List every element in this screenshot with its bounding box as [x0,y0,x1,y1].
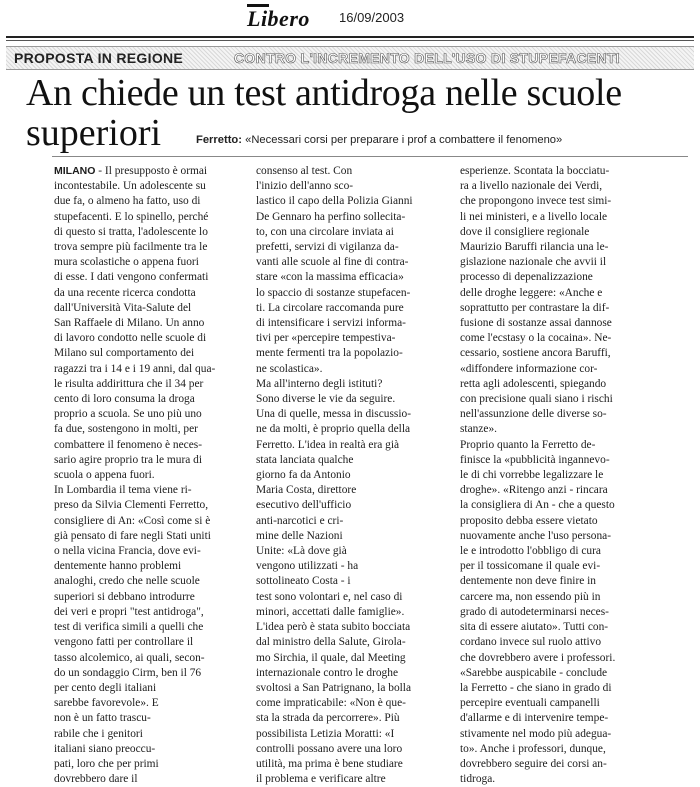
article-text-line: sita di essere aiutato». Tutti con- [460,621,609,634]
article-text-line: tidroga. [460,773,496,786]
article-text-line: italiani siano preoccu- [54,742,156,755]
article-text-line: «Sarebbe auspicabile - conclude [460,666,608,679]
publication-date: 16/09/2003 [339,10,405,25]
article-text-line: scuola o appena fuori. [54,469,155,482]
article-text-line: Unite: «Là dove già [256,545,347,558]
article-text-line: carcere ma, non essendo più in [460,590,601,603]
article-text-line: pati, loro che per primi [54,757,159,770]
article-text-line: come impraticabile: «Non è que- [256,697,406,710]
article-text-line: vengono fatti per controllare il [54,636,194,649]
headline-rule [52,156,688,157]
article-text-line: stare «con la massima efficacia» [256,271,404,284]
article-text-line: grado di autodeterminarsi neces- [460,605,609,618]
article-text-line: giorno fa da Antonio [256,469,351,482]
article-text-line: per cento degli italiani [54,681,157,694]
article-text-line: dentemente hanno problemi [54,560,182,573]
article-column-3 [460,164,674,787]
article-text-line: L'idea però è stata subito bocciata [256,621,411,634]
kicker-label: PROPOSTA IN REGIONE [14,50,184,66]
article-text-line: sario agire proprio tra le mura di [54,453,203,466]
article-text-line: In Lombardia il tema viene ri- [54,484,192,497]
article-text-line: San Raffaele di Milano. Un anno [54,317,205,330]
article-text-line: minori, accettati dalle famiglie». [256,605,405,618]
article-text-line: ragazzi tra i 14 e i 19 anni, dal qua- [54,362,216,375]
article-text-line: combattere il fenomeno è neces- [54,438,203,451]
article-text-line: analoghi, credo che nelle scuole [54,575,200,588]
article-text-line: cordano invece sul ruolo attivo [460,636,602,649]
article-text-line: gislazione nazionale che avvii il [460,256,607,269]
article-text-line: test di verifica simili a quelli che [54,621,204,634]
article-text-line: Milano sul comportamento dei [54,347,195,360]
article-text-line: esperienze. Scontata la bocciatu- [460,165,610,177]
article-text-line: Sono diverse le vie da seguire. [256,393,396,406]
kicker-topic: CONTRO L'INCREMENTO DELL'USO DI STUPEFACENTI [234,50,620,66]
article-text-line: di lavoro condotto nelle scuole di [54,332,207,345]
article-text-line: l'inizio dell'anno sco- [256,180,354,193]
article-text-line: dovrebbero dare il [54,773,138,786]
article-text-line: fa due, sostengono in molti, per [54,423,198,436]
article-text-line: stanze». [460,423,498,436]
article-text-line: le e introdotto l'obbligo di cura [460,545,601,558]
article-text-line: ti. La circolare raccomanda pure [256,301,404,314]
article-text-line: il problema e verificare altre [256,773,386,786]
article-text-line: ne da molti, è proprio quella della [256,423,411,436]
article-text-line: superiori si debbano introdurre [54,590,195,603]
article-text-line: Proprio quanto la Ferretto de- [460,438,596,451]
article-text-line: finisce la «pubblicità ingannevo- [460,453,610,466]
article-text-line: di questo si tratta, l'adolescente lo [54,225,208,238]
article-text-line: le di chi vorrebbe legalizzare le [460,469,604,482]
article-text-line: come l'ecstasy o la cocaina». Ne- [460,332,612,345]
article-text-line: dovrebbero seguire dei corsi an- [460,757,607,770]
article-text-line: De Gennaro ha perfino sollecita- [256,210,406,223]
article-text-line: la consigliera di An - che a questo [460,499,615,512]
subhead-quote: «Necessari corsi per preparare i prof a combattere il fenomeno» [245,134,563,146]
article-text-line: Ferretto. L'idea in realtà era già [256,438,400,451]
article-text-line: mente fermenti tra la popolazio- [256,347,403,360]
article-text-line: anti-narcotici e cri- [256,514,344,527]
article-text-line: o nella vicina Francia, dove evi- [54,545,201,558]
article-text-line: cessario, sostiene ancora Baruffi, [460,347,611,360]
masthead [0,0,700,34]
article-text-line: nell'assunzione delle diverse so- [460,408,607,421]
article-text-line: stivamente nel modo più adegua- [460,727,612,740]
article-text-line: proprio a scuola. Se uno più uno [54,408,202,421]
article-text-line: mine delle Nazioni [256,529,343,542]
article-text-line: Maurizio Baruffi rilancia una le- [460,241,609,254]
article-text-line: processo di depenalizzazione [460,271,593,284]
article-text-line: sarebbe favorevole». E [54,697,159,710]
article-text-line: proposito debba essere vietato [460,514,598,527]
article-text-line: che dovrebbero avere i professori. [460,651,616,664]
article-text-line: sottolineato Costa - i [256,575,351,588]
article-text-line: possibilista Letizia Moratti: «I [256,727,395,740]
article-text-line: Ma all'interno degli istituti? [256,377,383,390]
article-text-line: stata lanciata qualche [256,453,354,466]
article-text-line: internazionale contro le droghe [256,666,399,679]
article-text-line: stupefacenti. E lo spinello, perché [54,210,209,223]
article-text-line: preso da Silvia Clementi Ferretto, [54,499,209,512]
article-text-line: soprattutto per contrastare la dif- [460,301,610,314]
article-text-line: da una recente ricerca condotta [54,286,196,299]
article-text-line: mo Sirchia, il quale, dal Meeting [256,651,406,664]
article-text-line: tasso alcolemico, ai quali, secon- [54,651,205,664]
article-text-line: incontestabile. Un adolescente su [54,180,206,193]
article-text-line: di intensificare i servizi informa- [256,317,406,330]
article-text-line: sta la strada da percorrere». Più [256,712,400,725]
article-text-line: fusione di sostanze assai dannose [460,317,612,330]
article-text-line: li nei ministeri, e a livello locale [460,210,608,223]
article-text-line: Maria Costa, direttore [256,484,357,497]
article-text-line: trova sempre più facilmente tra le [54,241,208,254]
article-text-line: esecutivo dell'ufficio [256,499,352,512]
article-text-line: dall'Università Vita-Salute del [54,301,192,314]
article-text-line: to, con una circolare inviata ai [256,225,394,238]
dateline-city: MILANO [54,165,96,177]
article-text-line: dal ministro della Salute, Girola- [256,636,406,649]
article-column-1 [54,164,246,787]
article-text-line: di esse. I dati vengono confermati [54,271,209,284]
article-text-line: controlli possano avere una loro [256,742,403,755]
article-text-line: ne scolastica». [256,362,323,375]
article-text-line: test sono volontari e, nel caso di [256,590,403,603]
article-text-line: d'allarme e di intervenire tempe- [460,712,609,725]
article-text-line: dove il consigliere regionale [460,225,590,238]
article-text-line: to». Anche i professori, dunque, [460,742,606,755]
article-text-line: lo spaccio di sostanze stupefacen- [256,286,411,299]
article-text-line: vengono utilizzati - ha [256,560,359,573]
article-text-line: mura scolastiche o appena fuori [54,256,199,269]
article-text-line: tivi per «percepire tempestiva- [256,332,396,345]
article-text-line: ra a livello nazionale dei Verdi, [460,180,603,193]
subheadline [196,134,562,146]
article-column-2 [256,164,446,787]
headline-line-1: An chiede un test antidroga nelle scuole [26,72,622,114]
article-text-line: retta agli adolescenti, spiegando [460,377,607,390]
article-text-line: dei veri e propri "test antidroga", [54,605,204,618]
article-text-line: nuovamente anche l'uso persona- [460,529,612,542]
article-text-line: per il tossicomane il quale evi- [460,560,601,573]
section-kicker-band [6,46,694,70]
article-text-line: do un sondaggio Cirm, ben il 76 [54,666,202,679]
article-text-line: consenso al test. Con [256,165,353,177]
article-text-line: svoltosi a San Patrignano, la bolla [256,681,412,694]
article-text-line: lastico il capo della Polizia Gianni [256,195,413,208]
article-text-line: dentemente non deve finire in [460,575,597,588]
article-text-line: percepire eventuali campanelli [460,697,600,710]
newspaper-logo: Libero [247,6,310,31]
article-text-line: consigliere di An: «Così come si è [54,514,211,527]
article-text-line: la Ferretto - che siano in grado di [460,681,612,694]
article-text-line: le risulta addirittura che il 34 per [54,377,204,390]
article-text-line: Una di quelle, messa in discussio- [256,408,412,421]
article-text-line: rabile che i genitori [54,727,143,740]
article-text-line: MILANO - Il presupposto è ormai [54,165,208,177]
article-text-line: «diffondere informazione cor- [460,362,598,375]
article-text-line: che propongono invece test simi- [460,195,612,208]
headline-line-2: superiori [26,112,162,154]
article-text-line: con precisione quali siano i rischi [460,393,613,406]
article-text-line: già pensato di fare negli Stati uniti [54,529,211,542]
subhead-author: Ferretto: [196,134,242,146]
top-rule [6,36,694,38]
article-text-line: droghe». «Ritengo anzi - rincara [460,484,608,497]
top-rule-thin [6,40,694,41]
article-text-line: utilità, ma prima è bene studiare [256,757,403,770]
article-text-line: non è un fatto trascu- [54,712,151,725]
article-text-line: due fa, o almeno ha fatto, uso di [54,195,201,208]
article-text-line: delle droghe leggere: «Anche e [460,286,603,299]
article-text-line: vanti alle scuole al fine di contra- [256,256,409,269]
article-text-line: cento di loro consuma la droga [54,393,195,406]
article-text-line: prefetti, servizi di vigilanza da- [256,241,399,254]
